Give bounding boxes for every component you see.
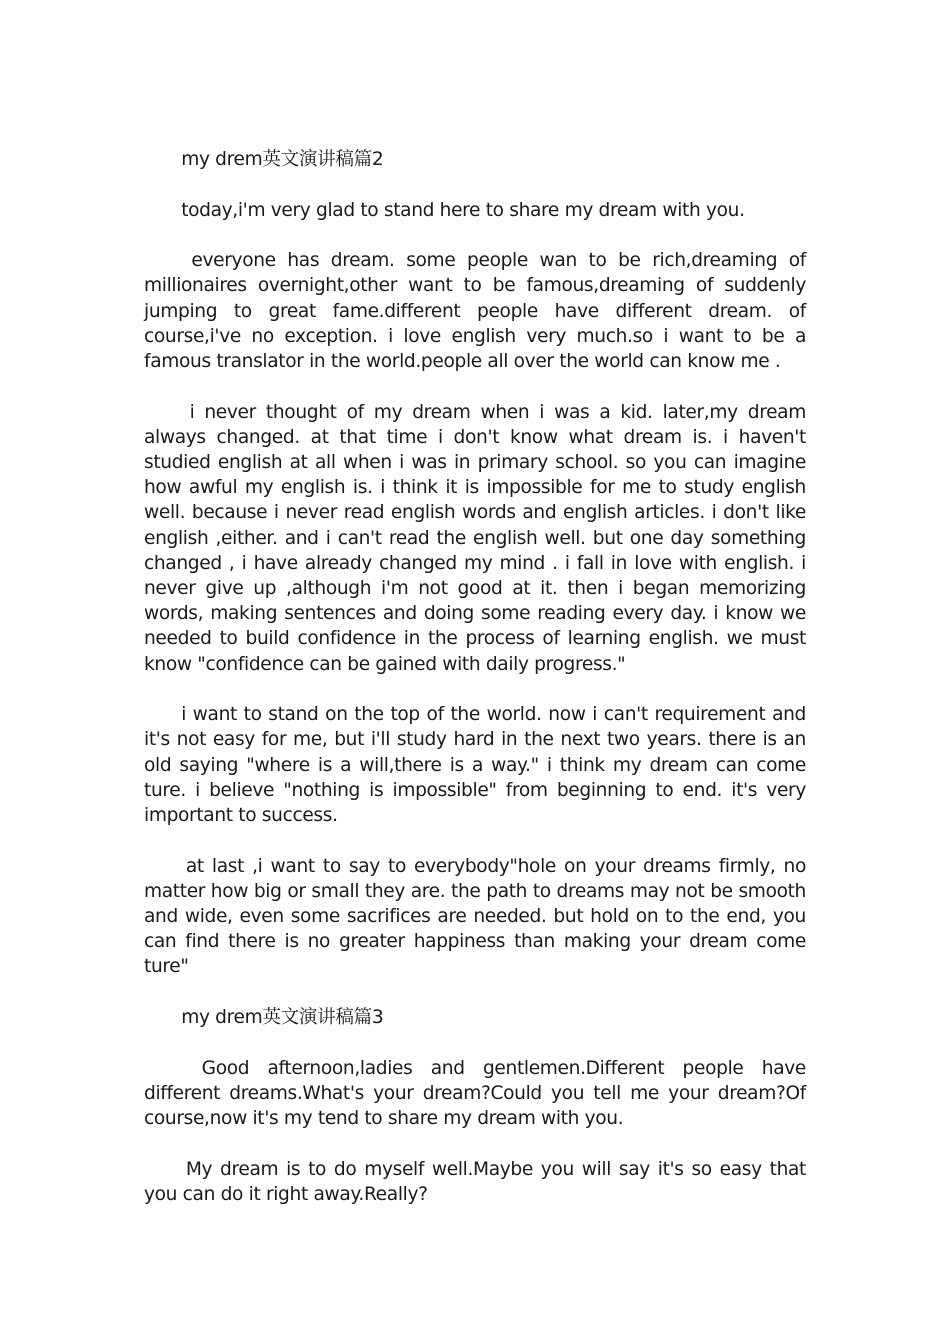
section-heading-2: my drem英文演讲稿篇2 [181, 149, 384, 170]
paragraph: Good afternoon,ladies and gentlemen.Different people have different dreams.What's your dream?Could you tell me your dream?Of course,now it's my tend to share my dream with you. [144, 1057, 806, 1130]
paragraph: today,i'm very glad to stand here to share my dream with you. [181, 199, 745, 221]
paragraph: at last ,i want to say to everybody"hole on your dreams firmly, no matter how big or small they are. the path to dreams may not be smooth and wide, even some sacrifices are needed. but hold on to the end, you can find there is no greater happiness than making your dream come ture" [144, 855, 806, 978]
section-heading-3: my drem英文演讲稿篇3 [181, 1007, 384, 1029]
paragraph: i never thought of my dream when i was a kid. later,my dream always changed. at that time i don't know what dream is. i haven't studied english at all when i was in primary school. so you can imagine how awful my english is. i think it is impossible for me to study english well. because i never read english words and english articles. i don't like english ,either. and i can't read the english well. but one day something changed , i have already changed my mind . i fall in love with english. i never give up ,although i'm not good at it. then i began memorizing words, making sentences and doing some reading every day. i know we needed to build confidence in the process of learning english. we must know "confidence can be gained with daily progress." [144, 401, 806, 675]
document-body [144, 147, 806, 1207]
paragraph: i want to stand on the top of the world. now i can't requirement and it's not easy for me, but i'll study hard in the next two years. there is an old saying "where is a will,there is a way." i think my dream can come ture. i believe "nothing is impossible" from beginning to end. it's very important to success. [144, 704, 806, 827]
paragraph: everyone has dream. some people wan to be rich,dreaming of millionaires overnight,other want to be famous,dreaming of suddenly jumping to great fame.different people have different dream. of course,i've no exception. i love english very much.so i want to be a famous translator in the world.people all over the world can know me . [144, 250, 806, 372]
paragraph: My dream is to do myself well.Maybe you will say it's so easy that you can do it right away.Really? [144, 1158, 806, 1205]
